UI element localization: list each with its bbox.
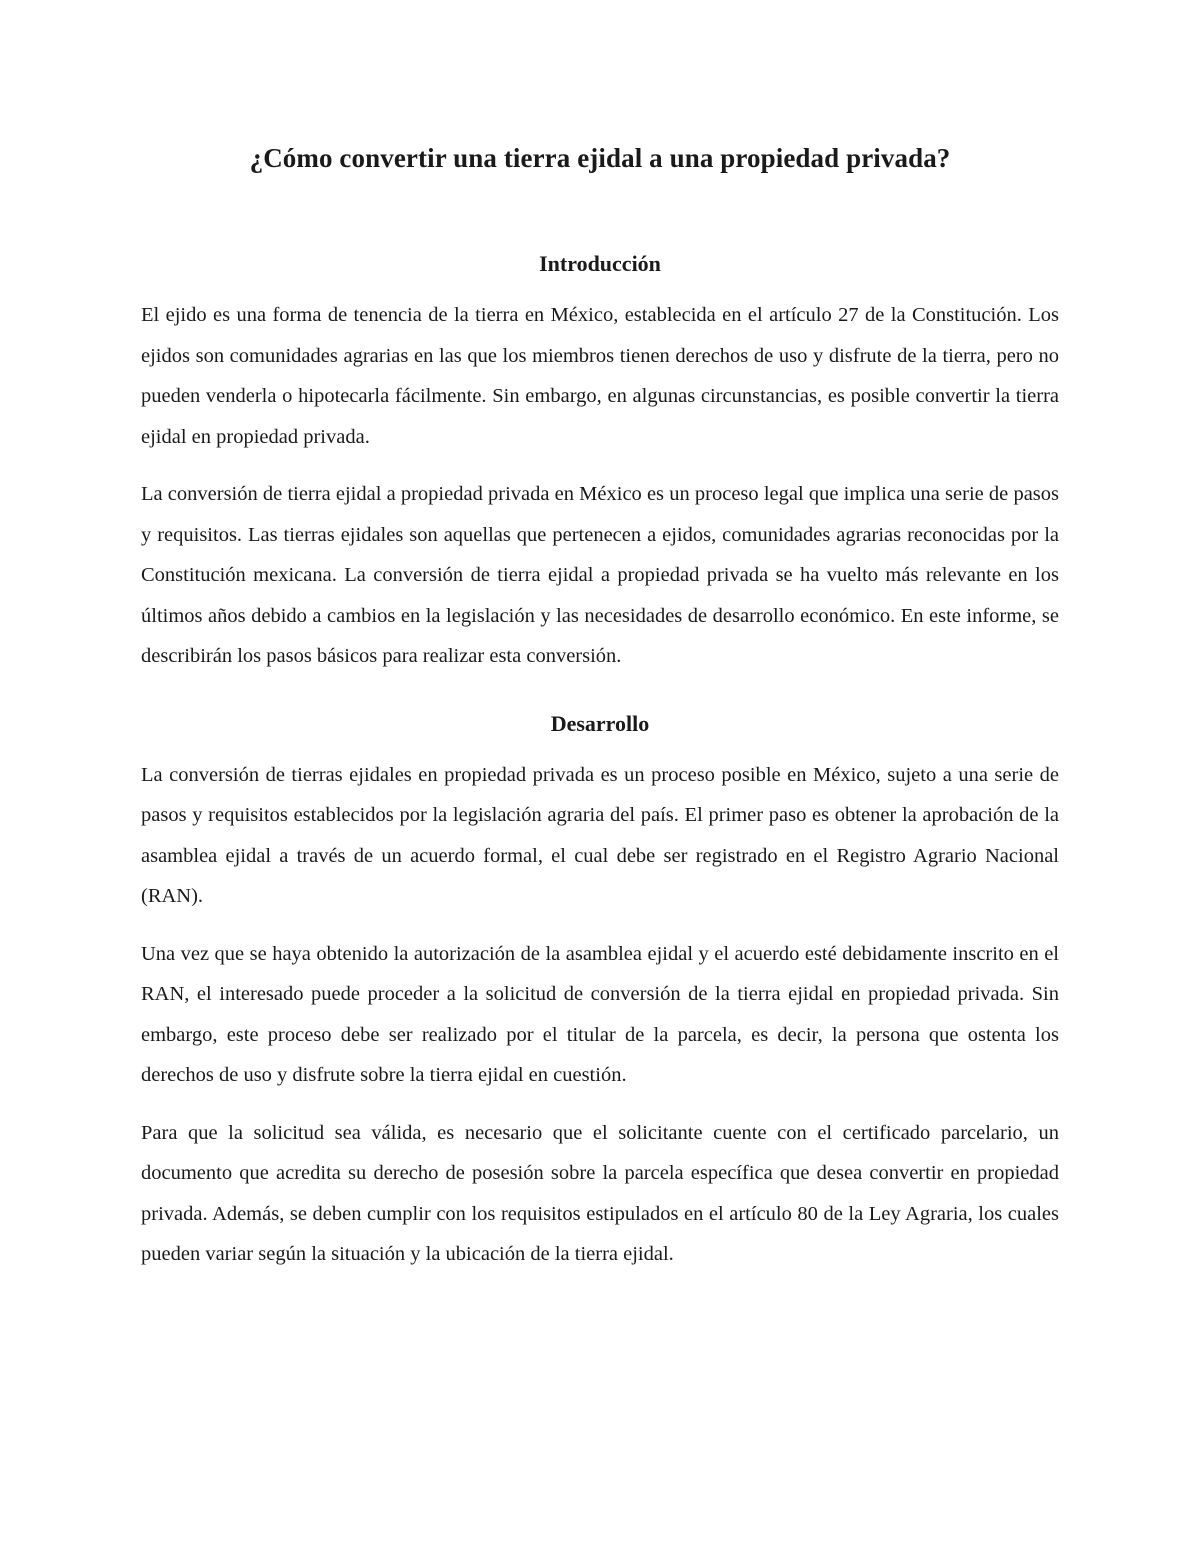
paragraph: El ejido es una forma de tenencia de la tierra en México, establecida en el artículo 27 de la Constitución. Los ejidos son comunidades agrarias en las que los miembros tienen derechos de uso y disfrute de la tierra, pero no pueden venderla o hipotecarla fácilmente. Sin embargo, en algunas circunstancias, es posible convertir la tierra ejidal en propiedad privada. [141, 304, 1059, 448]
section-heading-desarrollo: Desarrollo [550, 710, 650, 736]
section-introduccion [141, 244, 1059, 677]
paragraph: La conversión de tierras ejidales en propiedad privada es un proceso posible en México, sujeto a una serie de pasos y requisitos establecidos por la legislación agraria del país. El primer paso es obtener la aprobación de la asamblea ejidal a través de un acuerdo formal, el cual debe ser registrado en el Registro Agrario Nacional (RAN). [141, 763, 1059, 907]
section-desarrollo [141, 704, 1059, 1275]
section-heading-introduccion: Introducción [539, 251, 661, 276]
document-title: ¿Cómo convertir una tierra ejidal a una propiedad privada? [249, 143, 951, 173]
paragraph: Para que la solicitud sea válida, es necesario que el solicitante cuente con el certificado parcelario, un documento que acredita su derecho de posesión sobre la parcela específica que desea convertir en propiedad privada. Además, se deben cumplir con los requisitos estipulados en el artículo 80 de la Ley Agraria, los cuales pueden variar según la situación y la ubicación de la tierra ejidal. [141, 1121, 1059, 1265]
paragraph: Una vez que se haya obtenido la autorización de la asamblea ejidal y el acuerdo esté debidamente inscrito en el RAN, el interesado puede proceder a la solicitud de conversión de la tierra ejidal en propiedad privada. Sin embargo, este proceso debe ser realizado por el titular de la parcela, es decir, la persona que ostenta los derechos de uso y disfrute sobre la tierra ejidal en cuestión. [141, 942, 1059, 1086]
document-body [141, 138, 1059, 1275]
paragraph: La conversión de tierra ejidal a propiedad privada en México es un proceso legal que implica una serie de pasos y requisitos. Las tierras ejidales son aquellas que pertenecen a ejidos, comunidades agrarias reconocidas por la Constitución mexicana. La conversión de tierra ejidal a propiedad privada se ha vuelto más relevante en los últimos años debido a cambios en la legislación y las necesidades de desarrollo económico. En este informe, se describirán los pasos básicos para realizar esta conversión. [141, 483, 1059, 667]
